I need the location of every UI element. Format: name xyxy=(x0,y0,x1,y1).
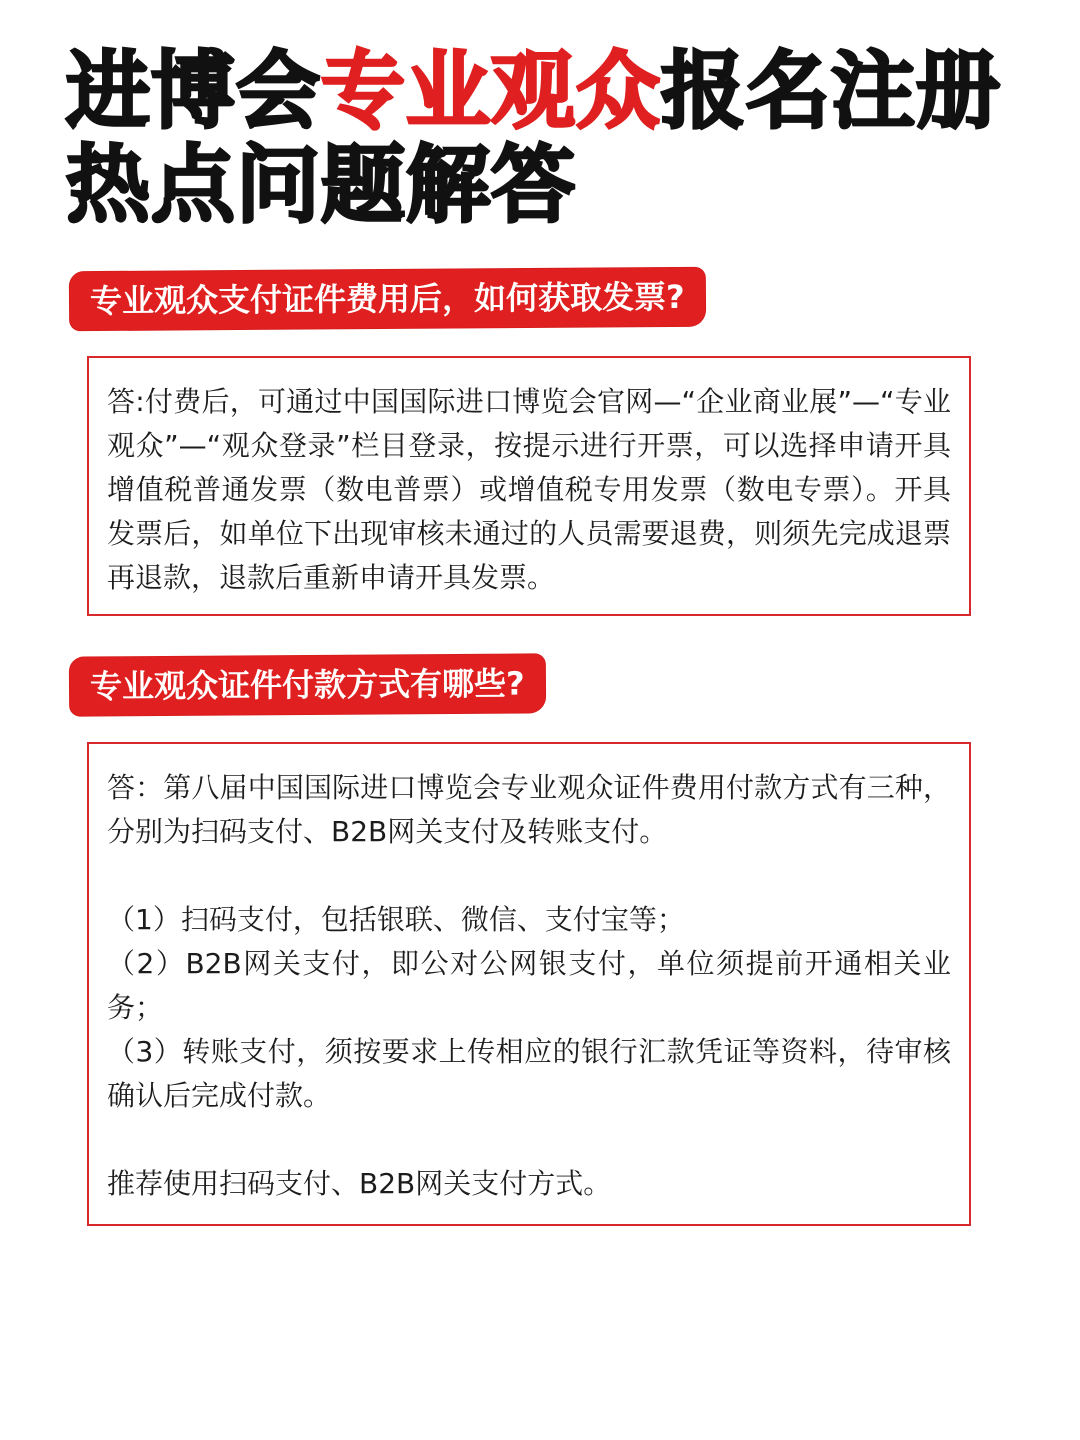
answer-1-box xyxy=(87,356,971,616)
payment-option-2: （2）B2B网关支付，即公对公网银支付，单位须提前开通相关业务； xyxy=(107,947,951,1024)
payment-option-3: （3）转账支付，须按要求上传相应的银行汇款凭证等资料，待审核确认后完成付款。 xyxy=(107,1035,951,1112)
answer-2-intro: 答：第八届中国国际进口博览会专业观众证件费用付款方式有三种，分别为扫码支付、B2B网关支付及转账支付。 xyxy=(107,771,951,848)
payment-option-1: （1）扫码支付，包括银联、微信、支付宝等； xyxy=(107,903,685,936)
spacer xyxy=(107,854,951,898)
page-title xyxy=(66,44,1026,232)
title-accent: 专业观众 xyxy=(321,42,662,140)
answer-1-text: 答:付费后，可通过中国国际进口博览会官网—“企业商业展”—“专业观众”—“观众登录”栏目登录，按提示进行开票，可以选择申请开具增值税普通发票（数电普票）或增值税专用发票（数电专票）。开具发票后，如单位下出现审核未通过的人员需要退费，则须先完成退票再退款，退款后重新申请开具发票。 xyxy=(107,385,951,594)
title-part-1: 进博会 xyxy=(66,42,322,140)
spacer xyxy=(107,1118,951,1162)
title-part-2: 报名注册热点问题解答 xyxy=(66,42,1002,234)
question-2-label: 专业观众证件付款方式有哪些? xyxy=(70,654,545,715)
answer-2-recommendation: 推荐使用扫码支付、B2B网关支付方式。 xyxy=(107,1167,612,1200)
answer-2-box xyxy=(87,742,971,1226)
question-1-label: 专业观众支付证件费用后，如何获取发票? xyxy=(70,268,705,330)
